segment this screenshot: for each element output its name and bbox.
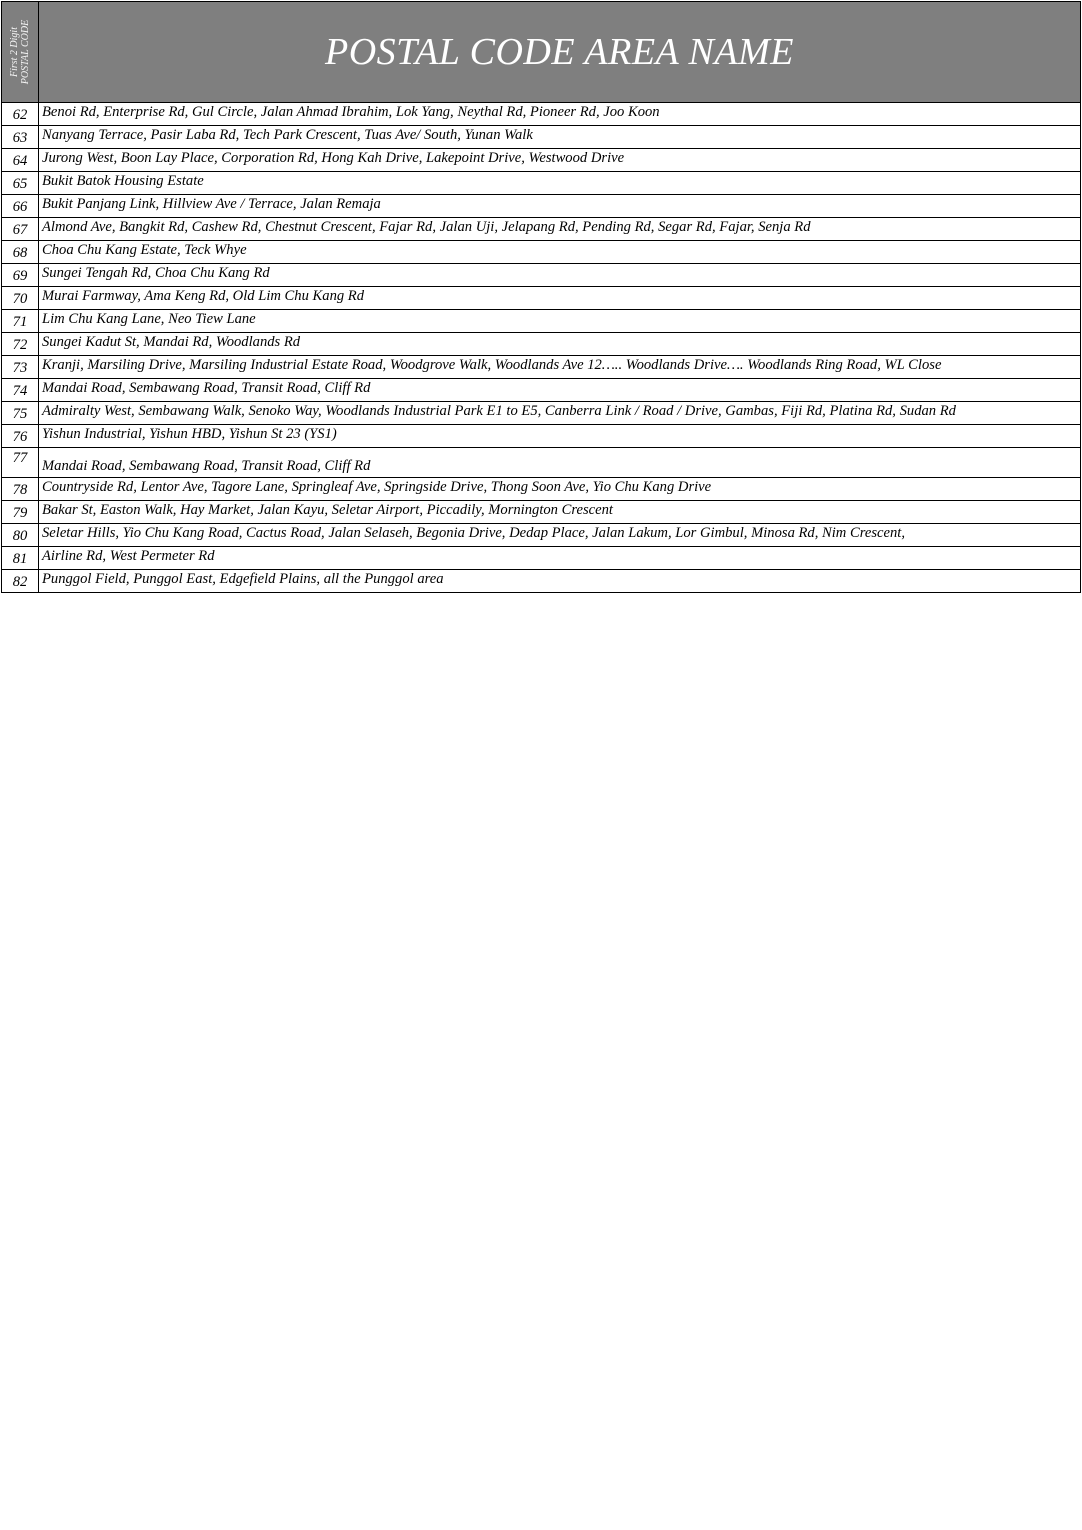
postal-code-column-header xyxy=(2,2,39,103)
area-name-cell: Airline Rd, West Permeter Rd xyxy=(39,547,1081,570)
area-name-cell: Bukit Panjang Link, Hillview Ave / Terrace, Jalan Remaja xyxy=(39,195,1081,218)
postal-code-cell: 68 xyxy=(2,241,39,264)
postal-code-table xyxy=(1,1,1081,593)
area-name-cell: Mandai Road, Sembawang Road, Transit Road, Cliff Rd xyxy=(39,448,1081,478)
postal-code-cell: 67 xyxy=(2,218,39,241)
area-name-cell: Sungei Tengah Rd, Choa Chu Kang Rd xyxy=(39,264,1081,287)
table-row xyxy=(2,103,1081,126)
table-row xyxy=(2,570,1081,593)
postal-code-cell: 82 xyxy=(2,570,39,593)
postal-code-cell: 70 xyxy=(2,287,39,310)
postal-code-cell: 69 xyxy=(2,264,39,287)
area-name-cell: Almond Ave, Bangkit Rd, Cashew Rd, Chestnut Crescent, Fajar Rd, Jalan Uji, Jelapang Rd, Pending Rd, Segar Rd, Fajar, Senja Rd xyxy=(39,218,1081,241)
postal-code-cell: 79 xyxy=(2,501,39,524)
postal-code-cell: 75 xyxy=(2,402,39,425)
postal-code-cell: 78 xyxy=(2,478,39,501)
area-name-cell: Benoi Rd, Enterprise Rd, Gul Circle, Jalan Ahmad Ibrahim, Lok Yang, Neythal Rd, Pioneer Rd, Joo Koon xyxy=(39,103,1081,126)
postal-code-cell: 74 xyxy=(2,379,39,402)
table-row xyxy=(2,172,1081,195)
table-row xyxy=(2,356,1081,379)
area-name-cell: Yishun Industrial, Yishun HBD, Yishun St 23 (YS1) xyxy=(39,425,1081,448)
table-row xyxy=(2,379,1081,402)
table-row xyxy=(2,402,1081,425)
table-row xyxy=(2,264,1081,287)
area-name-cell: Bakar St, Easton Walk, Hay Market, Jalan Kayu, Seletar Airport, Piccadily, Mornington Crescent xyxy=(39,501,1081,524)
table-row xyxy=(2,524,1081,547)
table-header-row xyxy=(2,2,1081,103)
table-row xyxy=(2,333,1081,356)
area-name-cell: Kranji, Marsiling Drive, Marsiling Industrial Estate Road, Woodgrove Walk, Woodlands Ave 12….. Woodlands Drive…. Woodlands Ring Road, WL Close xyxy=(39,356,1081,379)
area-name-cell: Admiralty West, Sembawang Walk, Senoko Way, Woodlands Industrial Park E1 to E5, Canberra Link / Road / Drive, Gambas, Fiji Rd, Platina Rd, Sudan Rd xyxy=(39,402,1081,425)
area-name-column-header: POSTAL CODE AREA NAME xyxy=(39,2,1081,103)
table-row xyxy=(2,241,1081,264)
area-name-cell: Nanyang Terrace, Pasir Laba Rd, Tech Park Crescent, Tuas Ave/ South, Yunan Walk xyxy=(39,126,1081,149)
table-row xyxy=(2,310,1081,333)
postal-code-cell: 66 xyxy=(2,195,39,218)
postal-code-cell: 63 xyxy=(2,126,39,149)
postal-code-cell: 72 xyxy=(2,333,39,356)
postal-code-cell: 65 xyxy=(2,172,39,195)
header-code-line2: POSTAL CODE xyxy=(20,19,31,85)
postal-code-cell: 64 xyxy=(2,149,39,172)
postal-code-cell: 77 xyxy=(2,448,39,478)
postal-code-cell: 76 xyxy=(2,425,39,448)
table-row xyxy=(2,501,1081,524)
table-row xyxy=(2,149,1081,172)
area-name-cell: Lim Chu Kang Lane, Neo Tiew Lane xyxy=(39,310,1081,333)
area-name-cell: Punggol Field, Punggol East, Edgefield Plains, all the Punggol area xyxy=(39,570,1081,593)
postal-code-cell: 80 xyxy=(2,524,39,547)
table-row xyxy=(2,425,1081,448)
area-name-cell: Murai Farmway, Ama Keng Rd, Old Lim Chu Kang Rd xyxy=(39,287,1081,310)
area-name-cell: Seletar Hills, Yio Chu Kang Road, Cactus Road, Jalan Selaseh, Begonia Drive, Dedap Place, Jalan Lakum, Lor Gimbul, Minosa Rd, Nim Crescent, xyxy=(39,524,1081,547)
table-row xyxy=(2,448,1081,478)
area-name-cell: Mandai Road, Sembawang Road, Transit Road, Cliff Rd xyxy=(39,379,1081,402)
table-row xyxy=(2,218,1081,241)
area-name-cell: Jurong West, Boon Lay Place, Corporation Rd, Hong Kah Drive, Lakepoint Drive, Westwood Drive xyxy=(39,149,1081,172)
postal-code-cell: 73 xyxy=(2,356,39,379)
table-row xyxy=(2,478,1081,501)
table-row xyxy=(2,195,1081,218)
table-row xyxy=(2,547,1081,570)
postal-code-cell: 62 xyxy=(2,103,39,126)
area-name-cell: Countryside Rd, Lentor Ave, Tagore Lane, Springleaf Ave, Springside Drive, Thong Soon Ave, Yio Chu Kang Drive xyxy=(39,478,1081,501)
table-row xyxy=(2,126,1081,149)
postal-code-cell: 71 xyxy=(2,310,39,333)
postal-code-cell: 81 xyxy=(2,547,39,570)
table-row xyxy=(2,287,1081,310)
area-name-cell: Sungei Kadut St, Mandai Rd, Woodlands Rd xyxy=(39,333,1081,356)
table-body xyxy=(2,103,1081,593)
postal-code-header-label xyxy=(9,20,31,84)
header-code-line1: First 2 Digit xyxy=(9,27,20,78)
area-name-cell: Choa Chu Kang Estate, Teck Whye xyxy=(39,241,1081,264)
area-name-cell: Bukit Batok Housing Estate xyxy=(39,172,1081,195)
